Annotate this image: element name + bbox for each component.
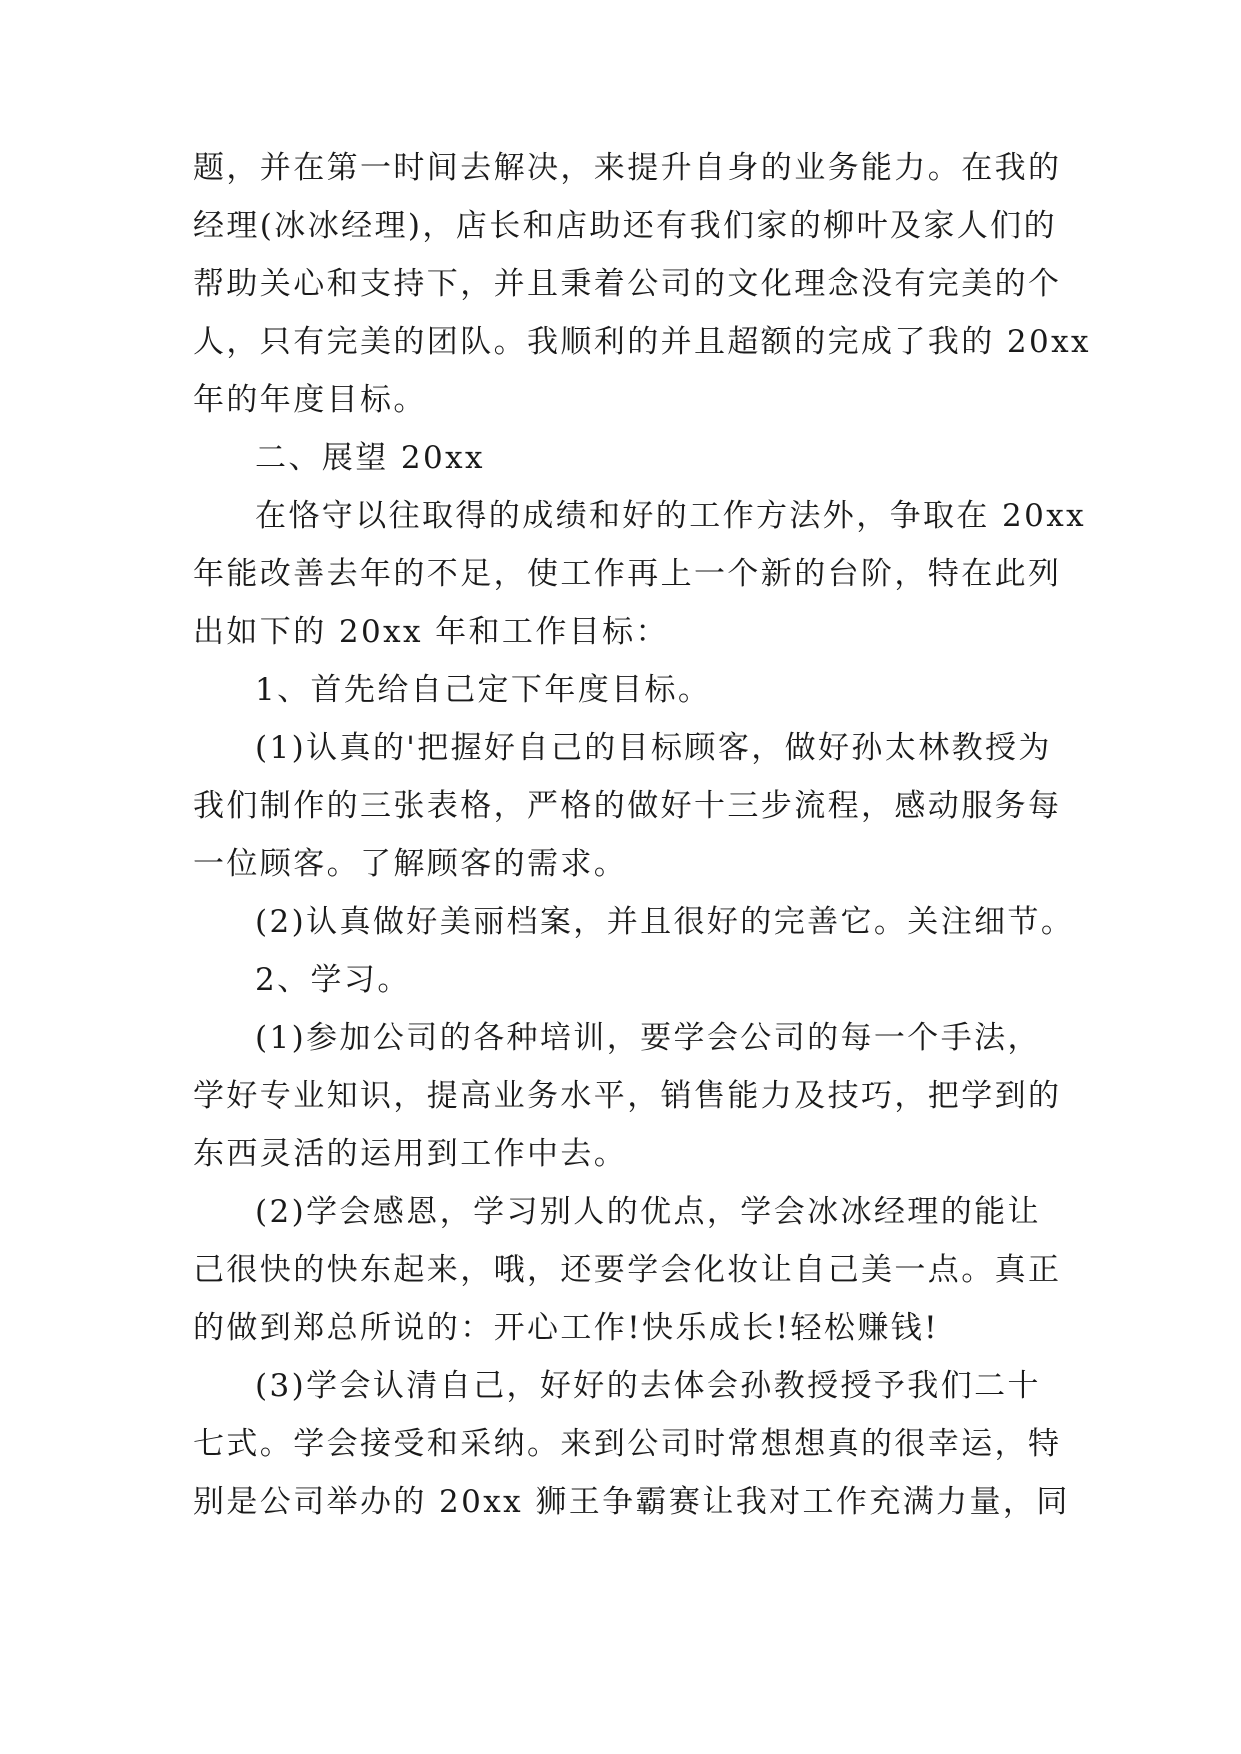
body-text-line: 帮助关心和支持下，并且秉着公司的文化理念没有完美的个	[193, 266, 1062, 302]
body-text-line: 年的年度目标。	[193, 382, 427, 418]
body-text-line: 在恪守以往取得的成绩和好的工作方法外，争取在 20xx	[255, 498, 1087, 534]
body-text-line: (1)认真的'把握好自己的目标顾客，做好孙太林教授为	[255, 730, 1052, 766]
body-text-line: (1)参加公司的各种培训，要学会公司的每一个手法，	[255, 1020, 1041, 1056]
body-text-line: 人，只有完美的团队。我顺利的并且超额的完成了我的 20xx	[193, 324, 1091, 360]
body-text-line: 出如下的 20xx 年和工作目标：	[193, 614, 669, 650]
body-text-line: (2)学会感恩，学习别人的优点，学会冰冰经理的能让	[255, 1194, 1041, 1230]
body-text-line: 的做到郑总所说的：开心工作!快乐成长!轻松赚钱!	[193, 1310, 939, 1346]
body-text-line: 学好专业知识，提高业务水平，销售能力及技巧，把学到的	[193, 1078, 1062, 1114]
section-heading: 二、展望 20xx	[255, 440, 485, 476]
body-text-line: 我们制作的三张表格，严格的做好十三步流程，感动服务每	[193, 788, 1062, 824]
body-text-line: 己很快的快东起来，哦，还要学会化妆让自己美一点。真正	[193, 1252, 1062, 1288]
body-text-line: 题，并在第一时间去解决，来提升自身的业务能力。在我的	[193, 150, 1062, 186]
body-text-line: (2)认真做好美丽档案，并且很好的完善它。关注细节。	[255, 904, 1075, 940]
body-text-line: 一位顾客。了解顾客的需求。	[193, 846, 628, 882]
body-text-line: 别是公司举办的 20xx 狮王争霸赛让我对工作充满力量，同	[193, 1484, 1070, 1520]
body-text-line: 七式。学会接受和采纳。来到公司时常想想真的很幸运，特	[193, 1426, 1062, 1462]
body-text-line: 年能改善去年的不足，使工作再上一个新的台阶，特在此列	[193, 556, 1062, 592]
body-text-line: 经理(冰冰经理)，店长和店助还有我们家的柳叶及家人们的	[193, 208, 1057, 244]
body-text-line: 东西灵活的运用到工作中去。	[193, 1136, 628, 1172]
list-item-heading: 1、首先给自己定下年度目标。	[255, 672, 712, 708]
list-item-heading: 2、学习。	[255, 962, 411, 998]
body-text-line: (3)学会认清自己，好好的去体会孙教授授予我们二十	[255, 1368, 1041, 1404]
